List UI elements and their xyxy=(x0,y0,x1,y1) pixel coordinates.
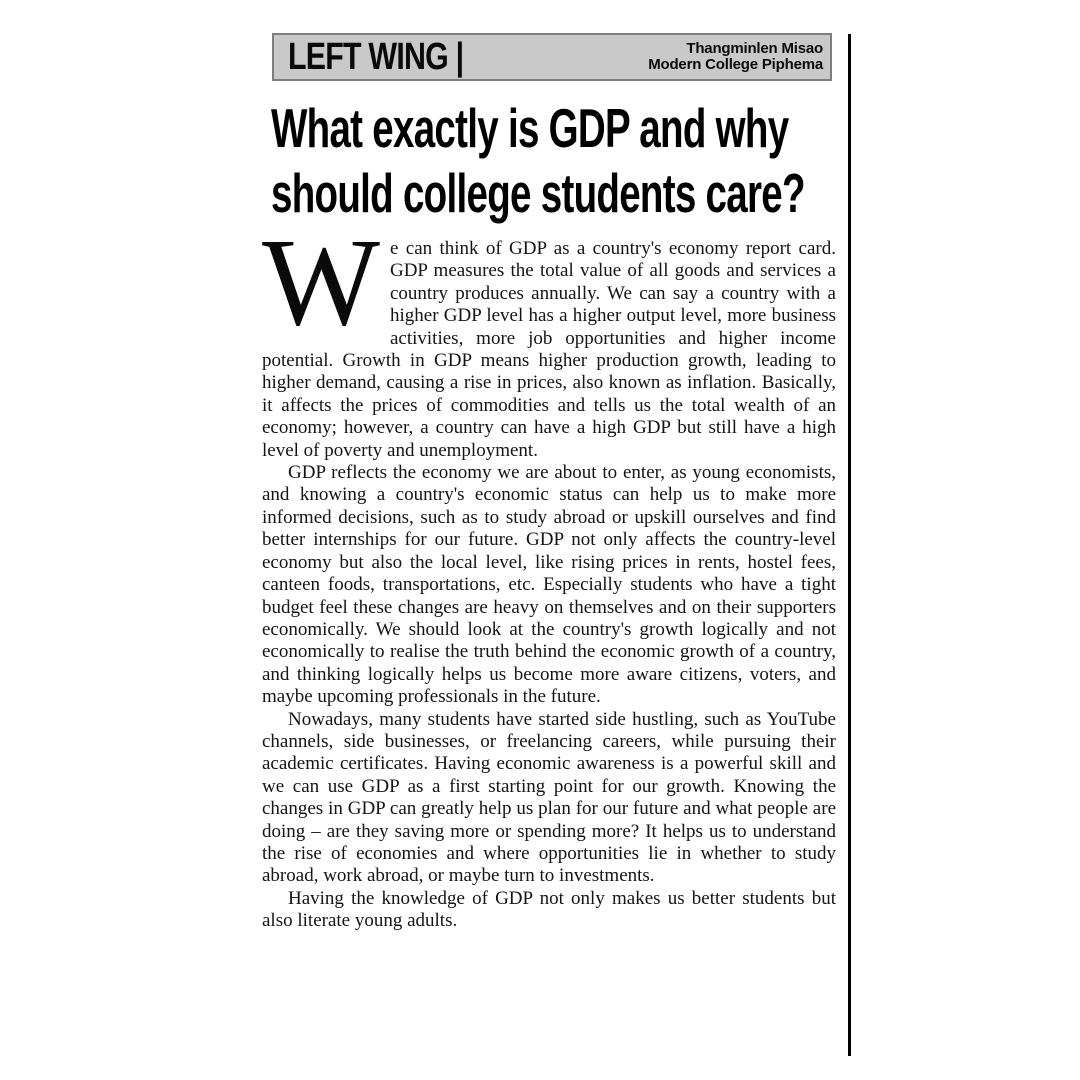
headline-line-2: should college students care? xyxy=(271,162,805,224)
article-body xyxy=(262,214,836,933)
paragraph-1-text: e can think of GDP as a country's economy report card. GDP measures the total value of all goods and services a country produces annually. We can say a country with a higher GDP level has a higher output level, more business activities, more job opportunities and higher income potential. Growth in GDP means higher production growth, leading to higher demand, causing a rise in prices, also known as inflation. Basically, it affects the prices of commodities and tells us the total wealth of an economy; however, a country can have a high GDP but still have a high level of poverty and unemployment. xyxy=(262,238,836,461)
paragraph-3: Nowadays, many students have started side hustling, such as YouTube channels, side businesses, or freelancing careers, while pursuing their academic certificates. Having economic awareness is a powerful skill and we can use GDP as a first starting point for our growth. Knowing the changes in GDP can greatly help us plan for our future and what people are doing – are they saving more or spending more? It helps us to understand the rise of economies and where opportunities lie in whether to study abroad, work abroad, or maybe turn to investments. xyxy=(262,708,836,887)
byline xyxy=(648,41,823,74)
headline xyxy=(271,96,1034,226)
byline-affiliation: Modern College Piphema xyxy=(648,56,823,73)
drop-cap: W xyxy=(262,214,380,352)
headline-line-1: What exactly is GDP and why xyxy=(271,97,789,159)
paragraph-2: GDP reflects the economy we are about to enter, as young economists, and knowing a country's economic status can help us to make more informed decisions, such as to study abroad or upskill ourselves and find better internships for our future. GDP not only affects the country-level economy but also the local level, like rising prices in rents, hostel fees, canteen foods, transportations, etc. Especially students who have a tight budget feel these changes are heavy on themselves and on their supporters economically. We should look at the country's growth logically and not economically to realise the truth behind the economic growth of a country, and thinking logically helps us become more aware citizens, voters, and maybe upcoming professionals in the future. xyxy=(262,462,836,708)
byline-name: Thangminlen Misao xyxy=(686,39,823,57)
masthead-band xyxy=(272,33,832,81)
column-divider-rule xyxy=(848,34,851,1056)
paragraph-1 xyxy=(262,214,836,462)
paragraph-4: Having the knowledge of GDP not only makes us better students but also literate young adults. xyxy=(262,887,836,932)
section-label: LEFT WING | xyxy=(288,35,464,78)
